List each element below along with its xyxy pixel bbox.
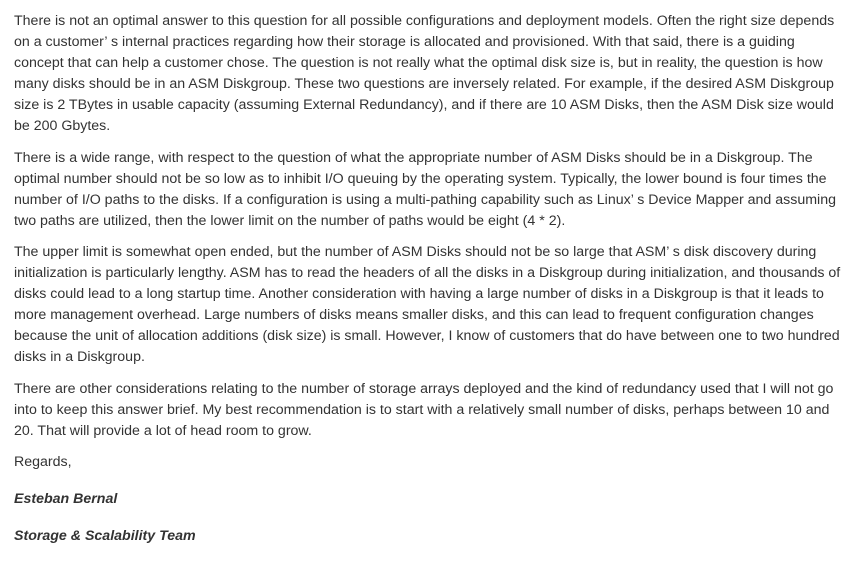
paragraph-wide-range: There is a wide range, with respect to the question of what the appropriate number of ASM Disks should be in a Diskgroup. The optimal number should not be so low as to inhibit I/O queuing by the operating system. Typically, the lower bound is four times the number of I/O paths to the disks. If a configuration is using a multi-pathing capability such as Linux’ s Device Mapper and assuming two paths are utilized, then the lower limit on the number of paths would be eight (4 * 2). bbox=[14, 149, 836, 229]
closing-regards: Regards, bbox=[14, 454, 72, 470]
signature-name: Esteban Bernal bbox=[14, 491, 118, 507]
paragraph-optimal-answer: There is not an optimal answer to this question for all possible configurations and deployment models. Often the right size depends on a customer’ s internal practices regarding how their storage is allocated and provisioned. With that said, there is a guiding concept that can help a customer chose. The question is not really what the optimal disk size is, but in reality, the question is how many disks should be in an ASM Diskgroup. These two questions are inversely related. For example, if the desired ASM Diskgroup size is 2 TBytes in usable capacity (assuming External Redundancy), and if there are 10 ASM Disks, then the ASM Disk size would be 200 Gbytes. bbox=[14, 13, 835, 134]
paragraph-upper-limit: The upper limit is somewhat open ended, but the number of ASM Disks should not be so large that ASM’ s disk discovery during initialization is particularly lengthy. ASM has to read the headers of all the disks in a Diskgroup during initialization, and thousands of disks could lead to a long startup time. Another consideration with having a large number of disks in a Diskgroup is that it leads to more management overhead. Large numbers of disks means smaller disks, and this can lead to frequent configuration changes because the unit of allocation additions (disk size) is small. However, I know of customers that do have between one to two hundred disks in a Diskgroup. bbox=[14, 244, 841, 365]
document-body bbox=[14, 11, 844, 558]
signature-team: Storage & Scalability Team bbox=[14, 528, 196, 544]
paragraph-other-considerations: There are other considerations relating to the number of storage arrays deployed and the kind of redundancy used that I will not go into to keep this answer brief. My best recommendation is to start with a relatively small number of disks, perhaps between 10 and 20. That will provide a lot of head room to grow. bbox=[14, 380, 834, 439]
